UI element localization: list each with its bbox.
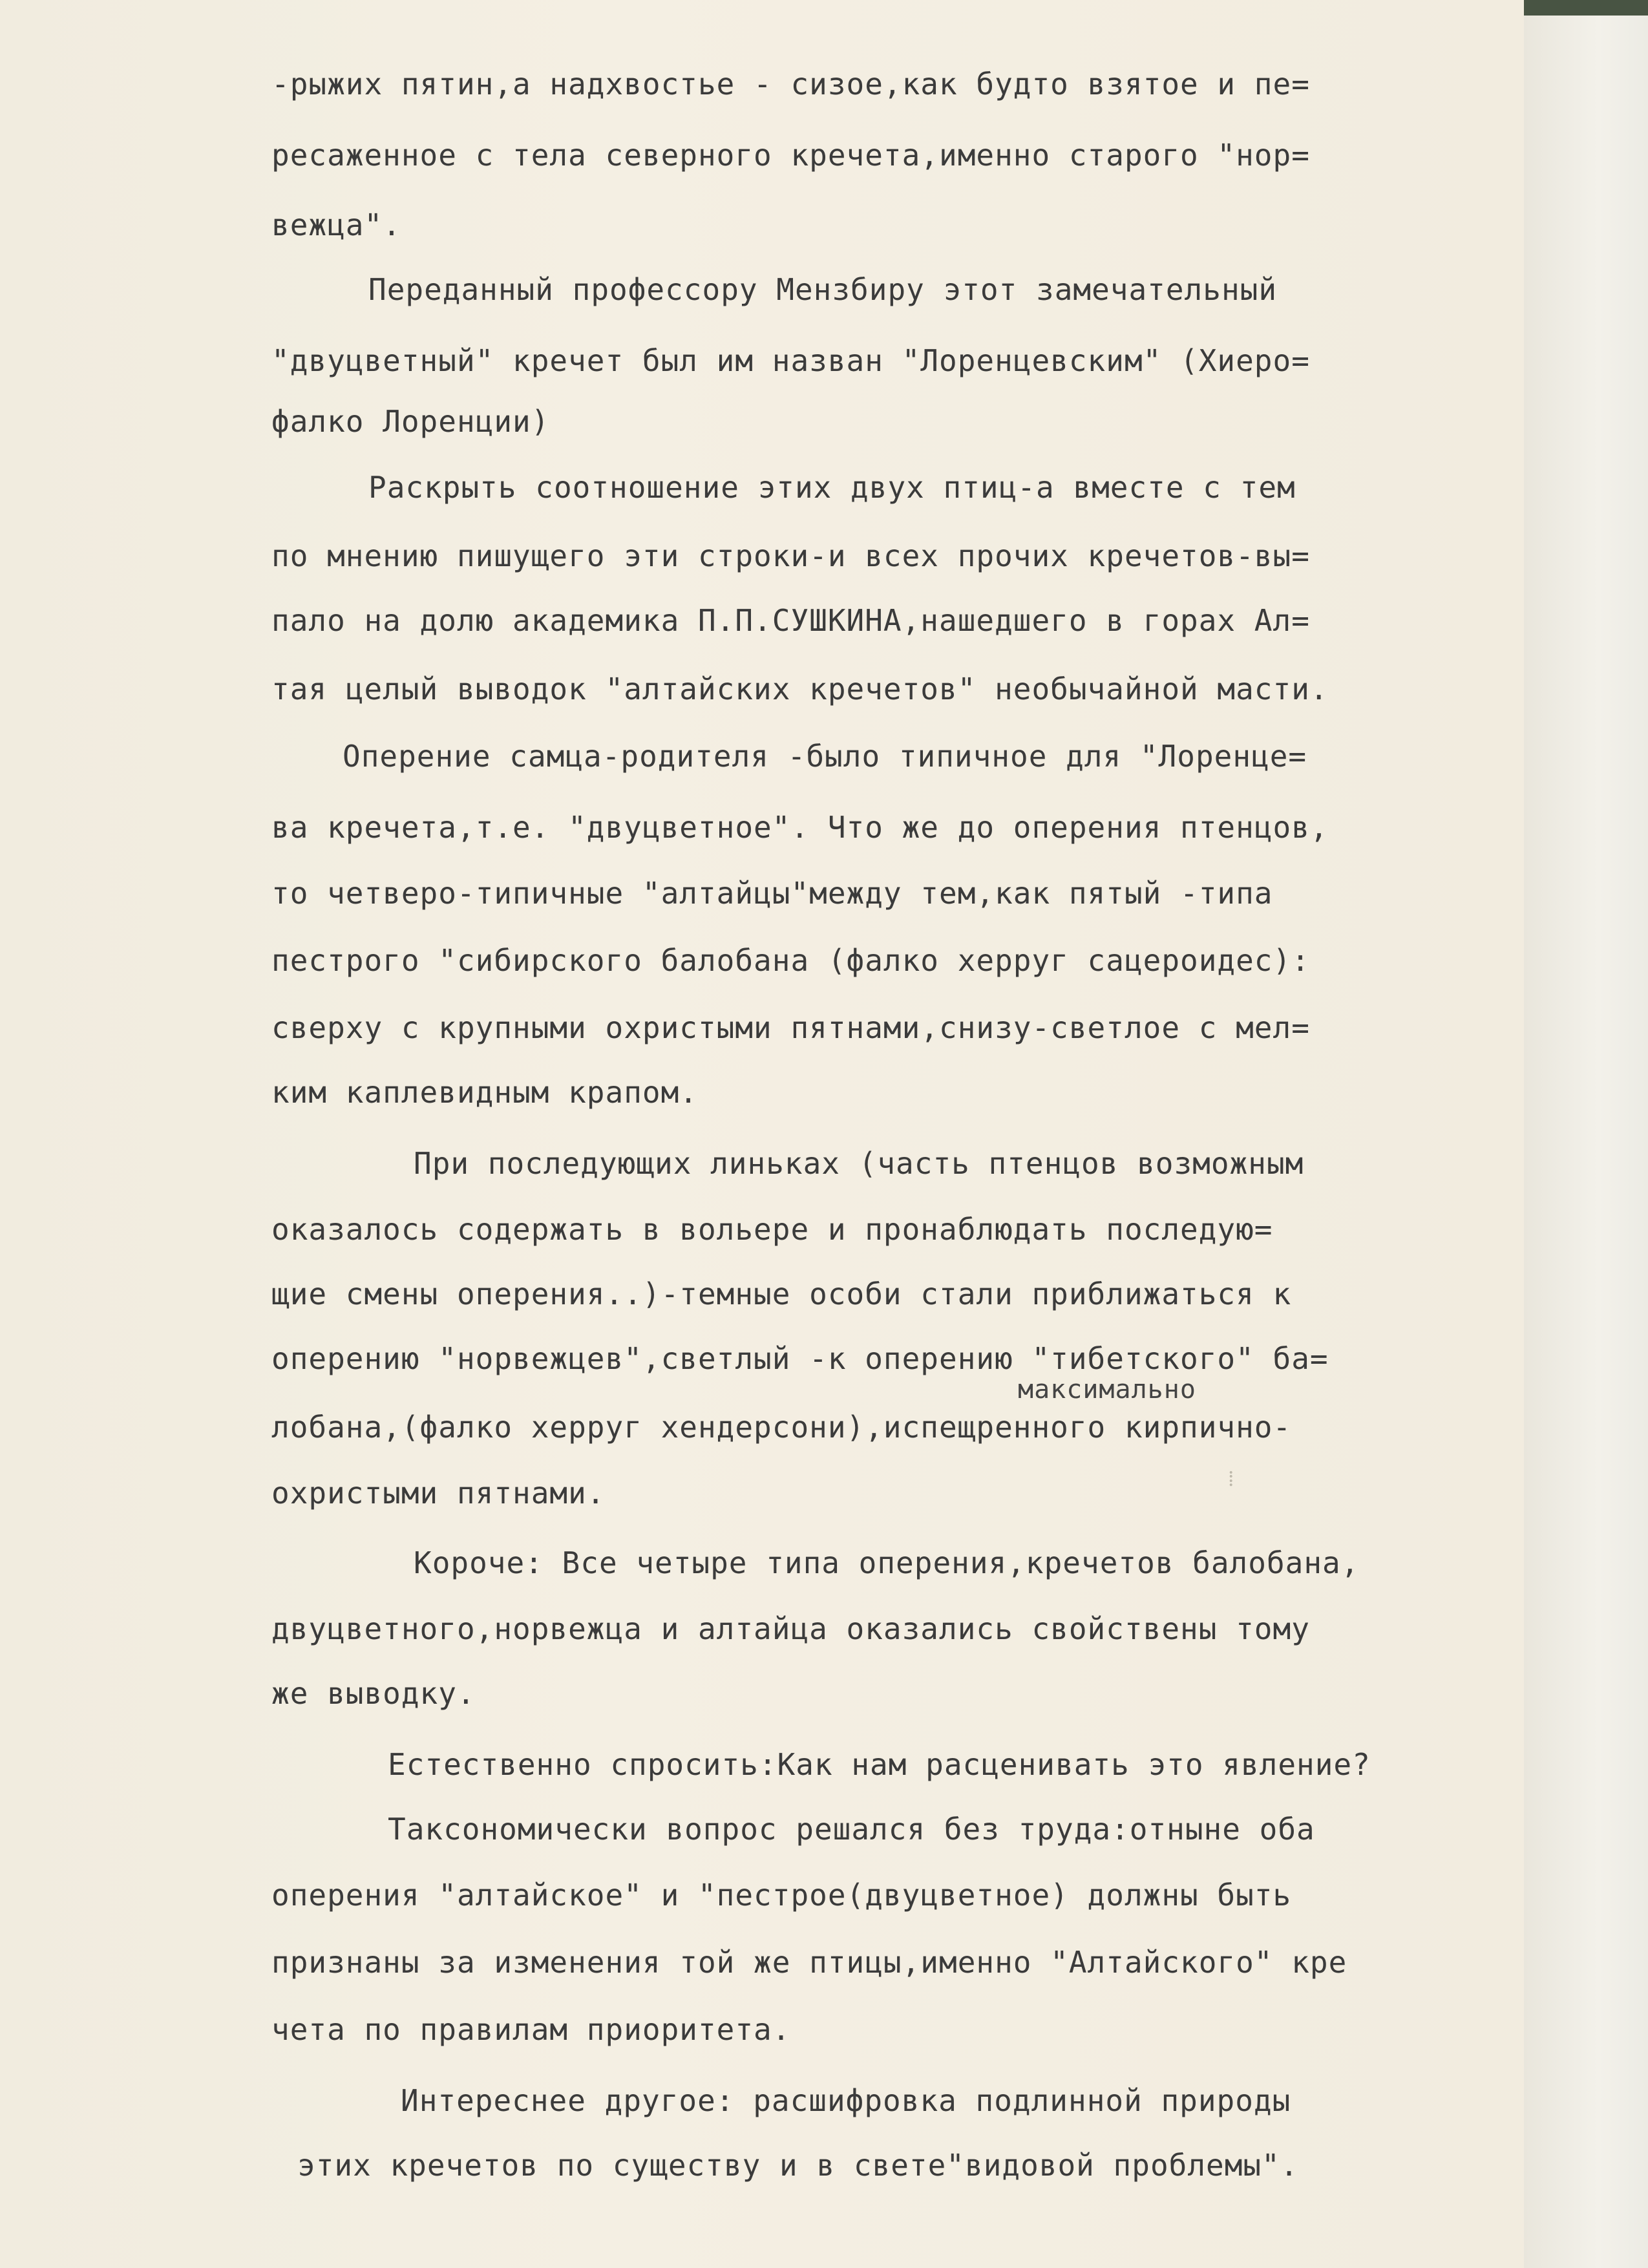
text-line: фалко Лоренции) bbox=[271, 404, 550, 439]
text-line: же выводку. bbox=[271, 1676, 476, 1711]
interlinear-insertion: максимально bbox=[1018, 1375, 1196, 1404]
text-line: пало на долю академика П.П.СУШКИНА,нашедшего в горах Ал= bbox=[271, 603, 1310, 638]
text-line: лобана,(фалко херруг хендерсони),испещренного кирпично- bbox=[271, 1410, 1292, 1445]
text-line: вежца". bbox=[271, 207, 401, 242]
text-line: этих кречетов по существу и в свете"видовой проблемы". bbox=[297, 2148, 1299, 2183]
text-line: При последующих линьках (часть птенцов возможным bbox=[414, 1146, 1304, 1181]
text-line: Раскрыть соотношение этих двух птиц-а вместе с тем bbox=[368, 470, 1296, 505]
ink-smudge: ⁞ bbox=[1228, 1466, 1234, 1492]
text-line: щие смены оперения..)-темные особи стали приближаться к bbox=[271, 1277, 1292, 1311]
text-line: ресаженное с тела северного кречета,именно старого "нор= bbox=[271, 138, 1310, 173]
text-line: признаны за изменения той же птицы,именно "Алтайского" кре bbox=[271, 1945, 1347, 1980]
text-line: оперения "алтайское" и "пестрое(двуцветное) должны быть bbox=[271, 1878, 1292, 1913]
text-line: оперению "норвежцев",светлый -к оперению "тибетского" ба= bbox=[271, 1341, 1329, 1376]
text-line: ва кречета,т.е. "двуцветное". Что же до оперения птенцов, bbox=[271, 810, 1329, 845]
text-line: -рыжих пятин,а надхвостье - сизое,как будто взятое и пе= bbox=[271, 67, 1310, 101]
paper-edge-background bbox=[1524, 0, 1648, 2268]
text-line: Оперение самца-родителя -было типичное для "Лоренце= bbox=[343, 739, 1307, 774]
text-line: сверху с крупными охристыми пятнами,снизу-светлое с мел= bbox=[271, 1010, 1310, 1045]
text-line: пестрого "сибирского балобана (фалко херруг сацероидес): bbox=[271, 943, 1310, 978]
text-line: то четверо-типичные "алтайцы"между тем,как пятый -типа bbox=[271, 876, 1273, 911]
text-line: Короче: Все четыре типа оперения,кречетов балобана, bbox=[414, 1545, 1360, 1580]
scanner-background bbox=[1524, 0, 1648, 16]
text-line: двуцветного,норвежца и алтайца оказались свойствены тому bbox=[271, 1611, 1310, 1646]
text-line: оказалось содержать в вольере и пронаблюдать последую= bbox=[271, 1212, 1273, 1247]
text-line: Переданный профессору Мензбиру этот замечательный bbox=[368, 272, 1278, 307]
text-line: "двуцветный" кречет был им назван "Лоренцевским" (Хиеро= bbox=[271, 343, 1310, 378]
text-line: Таксономически вопрос решался без труда:отныне оба bbox=[388, 1812, 1315, 1847]
text-line: чета по правилам приоритета. bbox=[271, 2012, 791, 2047]
text-line: тая целый выводок "алтайских кречетов" необычайной масти. bbox=[271, 672, 1329, 706]
text-line: охристыми пятнами. bbox=[271, 1476, 606, 1510]
text-line: ким каплевидным крапом. bbox=[271, 1075, 698, 1110]
text-line: по мнению пишущего эти строки-и всех прочих кречетов-вы= bbox=[271, 538, 1310, 573]
text-line: Интереснее другое: расшифровка подлинной природы bbox=[401, 2083, 1291, 2118]
text-line: Естественно спросить:Как нам расценивать это явление? bbox=[388, 1747, 1371, 1782]
